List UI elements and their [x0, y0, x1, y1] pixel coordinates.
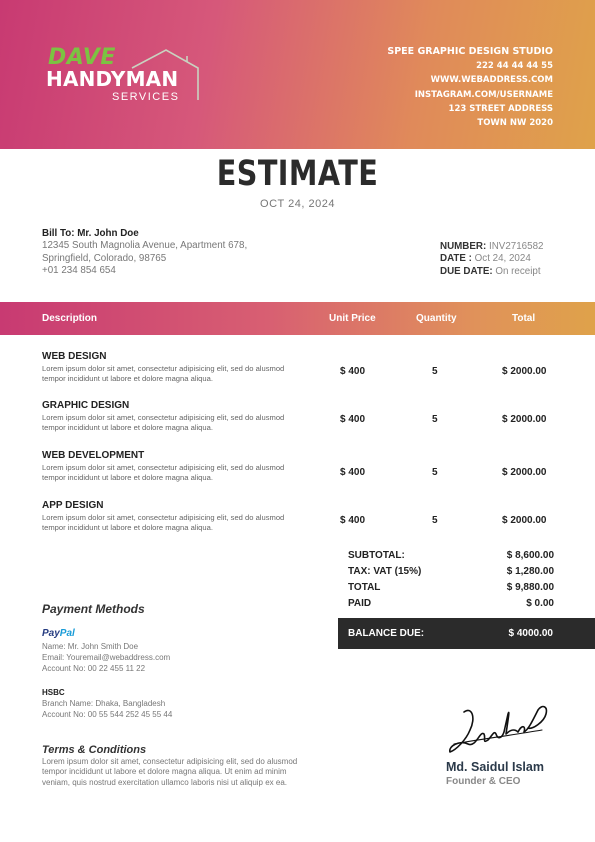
item-qty: 5 [432, 515, 438, 526]
total-row [348, 582, 554, 598]
balance-due-bar [338, 618, 595, 649]
company-name: SPEE GRAPHIC DESIGN STUDIO [387, 46, 553, 57]
table-row [42, 351, 562, 385]
item-total: $ 2000.00 [502, 414, 547, 425]
company-phone: 222 44 44 44 55 [476, 61, 553, 72]
item-qty: 5 [432, 366, 438, 377]
item-total: $ 2000.00 [502, 515, 547, 526]
number-label: NUMBER: [440, 241, 487, 252]
table-row [42, 450, 562, 484]
company-town: TOWN NW 2020 [477, 118, 553, 129]
col-total: Total [512, 313, 536, 324]
bank-account: Account No: 00 55 544 252 45 55 44 [42, 710, 173, 719]
bill-to-label: Bill To: Mr. John Doe [42, 228, 139, 239]
paid-label: PAID [348, 598, 372, 609]
invoice-number: INV2716582 [489, 241, 544, 252]
tax-value: $ 1,280.00 [506, 566, 554, 577]
paypal-account: Account No: 00 22 455 11 22 [42, 664, 146, 673]
invoice-date: Oct 24, 2024 [474, 253, 531, 265]
item-description: Lorem ipsum dolor sit amet, consectetur adipisicing elit, sed do alusmod tempor incididunt ut labore et dolore magna aliqua. [42, 513, 285, 533]
table-row [42, 400, 562, 434]
document-date: OCT 24, 2024 [260, 198, 335, 210]
item-name: GRAPHIC DESIGN [42, 400, 130, 411]
table-header [0, 302, 595, 335]
company-info [387, 45, 553, 130]
signer-name: Md. Saidul Islam [446, 760, 544, 774]
signature-image [446, 700, 556, 756]
company-instagram: INSTAGRAM.COM/USERNAME [414, 89, 553, 100]
item-price: $ 400 [340, 366, 366, 377]
date-label: DATE : [440, 253, 472, 265]
item-name: WEB DEVELOPMENT [42, 450, 145, 461]
due-date-label: DUE DATE: [440, 265, 493, 277]
item-price: $ 400 [340, 467, 366, 478]
item-price: $ 400 [340, 515, 366, 526]
paypal-details [42, 641, 170, 674]
item-qty: 5 [432, 467, 438, 478]
table-row [42, 500, 562, 534]
item-price: $ 400 [340, 414, 366, 425]
total-value: $ 9,880.00 [506, 582, 554, 593]
item-total: $ 2000.00 [502, 366, 547, 377]
paypal-name: Name: Mr. John Smith Doe [42, 642, 139, 651]
bill-to-phone: +01 234 854 654 [42, 265, 116, 277]
totals-block [348, 550, 554, 614]
item-description: Lorem ipsum dolor sit amet, consectetur adipisicing elit, sed do alusmod tempor incididunt ut labore et dolore magna aliqua. [42, 463, 285, 483]
logo-dave: DAVE [48, 45, 116, 70]
col-unit-price: Unit Price [329, 313, 376, 324]
tax-label: TAX: VAT (15%) [348, 566, 422, 577]
signer-role: Founder & CEO [446, 776, 521, 787]
terms-text: Lorem ipsum dolor sit amet, consectetur adipisicing elit, sed do alusmod tempor incididunt ut labore et dolore magna aliqua. Ut enim ad minim veniam, quis nostrud exercitation ullamco laboris nisi ut aliquip ex ea. [42, 757, 298, 787]
logo-services: SERVICES [112, 91, 180, 103]
item-total: $ 2000.00 [502, 467, 547, 478]
header-banner [0, 0, 595, 149]
bank-name: HSBC [42, 688, 65, 697]
paypal-email: Email: Youremail@webaddress.com [42, 653, 171, 662]
paid-row [348, 598, 554, 614]
bank-details [42, 698, 172, 720]
company-logo [46, 46, 206, 108]
item-name: APP DESIGN [42, 500, 104, 511]
bill-to-line1: 12345 South Magnolia Avenue, Apartment 678, [42, 240, 248, 252]
item-description: Lorem ipsum dolor sit amet, consectetur adipisicing elit, sed do alusmod tempor incididunt ut labore et dolore magna aliqua. [42, 413, 285, 433]
item-qty: 5 [432, 414, 438, 425]
payment-methods-title: Payment Methods [42, 602, 145, 616]
bank-branch: Branch Name: Dhaka, Bangladesh [42, 699, 166, 708]
subtotal-value: $ 8,600.00 [506, 550, 554, 561]
document-title: ESTIMATE [216, 154, 379, 194]
due-date: On receipt [495, 265, 541, 277]
subtotal-row [348, 550, 554, 566]
balance-label: BALANCE DUE: [348, 628, 425, 639]
col-description: Description [42, 313, 98, 324]
paypal-logo-pay: Pay [42, 628, 60, 639]
item-name: WEB DESIGN [42, 351, 107, 362]
subtotal-label: SUBTOTAL: [348, 550, 405, 561]
paypal-logo-pal: Pal [59, 628, 75, 639]
paypal-logo [42, 628, 75, 639]
company-web: WWW.WEBADDRESS.COM [430, 75, 553, 86]
bill-to [42, 228, 247, 278]
paid-value: $ 0.00 [526, 598, 554, 609]
balance-value: $ 4000.00 [508, 628, 553, 639]
total-label: TOTAL [348, 582, 381, 593]
logo-handyman: HANDYMAN [46, 67, 179, 91]
item-description: Lorem ipsum dolor sit amet, consectetur adipisicing elit, sed do alusmod tempor incididunt ut labore et dolore magna aliqua. [42, 364, 285, 384]
invoice-meta [440, 241, 543, 278]
terms-title: Terms & Conditions [42, 744, 147, 756]
company-address: 123 STREET ADDRESS [448, 103, 553, 114]
tax-row [348, 566, 554, 582]
col-quantity: Quantity [416, 313, 457, 324]
bill-to-line2: Springfield, Colorado, 98765 [42, 252, 167, 264]
